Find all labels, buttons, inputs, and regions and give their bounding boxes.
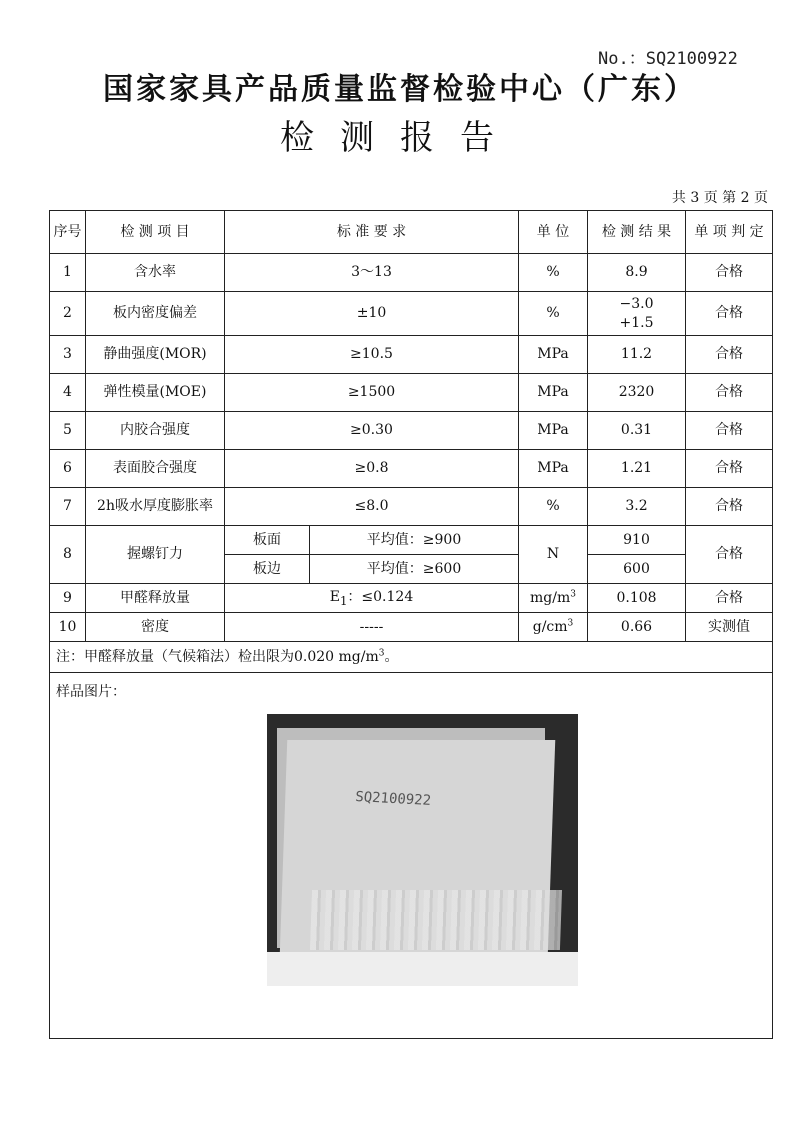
unit-superscript: 3 [567,618,574,629]
report-number: No.：SQ2100922 [598,49,738,69]
row-unit: MPa [519,374,588,412]
row-verdict: 合格 [686,254,773,292]
row-standard: ≤8.0 [225,488,519,526]
row-unit [519,613,588,642]
row-result: 0.108 [588,584,686,613]
row-seq: 3 [50,336,86,374]
table-row [50,374,773,412]
unit-text: mg/m [530,589,571,606]
table-row [50,412,773,450]
row-standard: ≥0.8 [225,450,519,488]
table-row [50,488,773,526]
row-standard [225,584,519,613]
row-verdict: 合格 [686,526,773,584]
test-results-table [49,210,773,1039]
row-item: 板内密度偏差 [86,292,225,336]
row-verdict: 合格 [686,488,773,526]
unit-superscript: 3 [570,589,576,600]
row-item: 表面胶合强度 [86,450,225,488]
row-item: 静曲强度(MOR) [86,336,225,374]
row-result: 2320 [588,374,686,412]
table-row [50,450,773,488]
standard-subscript: 1 [340,593,348,608]
table-row [50,336,773,374]
particle-board [279,740,556,984]
row-item: 密度 [86,613,225,642]
row-standard: ≥1500 [225,374,519,412]
row-verdict: 合格 [686,374,773,412]
note-row [50,642,773,673]
header-verdict: 单 项 判 定 [686,211,773,254]
screw-edge-standard: 平均值：≥600 [310,555,519,584]
row-result-max: +1.5 [619,314,654,331]
row-standard: ≥10.5 [225,336,519,374]
row-unit: MPa [519,412,588,450]
row-item: 弹性模量(MOE) [86,374,225,412]
header-item: 检 测 项 目 [86,211,225,254]
header-seq: 序号 [50,211,86,254]
table-row-screw-face [50,526,773,555]
footnote-text: 注：甲醛释放量（气候箱法）检出限为0.020 mg/m [56,648,379,665]
row-standard: ≥0.30 [225,412,519,450]
table-row [50,613,773,642]
row-verdict: 实测值 [686,613,773,642]
row-result: 0.31 [588,412,686,450]
screw-face-label: 板面 [225,526,310,555]
table-row [50,292,773,336]
organization-title: 国家家具产品质量监督检验中心（广东） [103,72,697,107]
sample-row [50,673,773,1039]
screw-edge-label: 板边 [225,555,310,584]
unit-text: g/cm [532,618,568,635]
row-standard: ----- [225,613,519,642]
row-result: 8.9 [588,254,686,292]
footnote [50,642,773,673]
row-unit: N [519,526,588,584]
row-unit: % [519,488,588,526]
board-reflection [310,890,562,950]
row-verdict: 合格 [686,292,773,336]
header-result: 检 测 结 果 [588,211,686,254]
row-seq: 4 [50,374,86,412]
row-seq: 6 [50,450,86,488]
header-standard: 标 准 要 求 [225,211,519,254]
row-result: 1.21 [588,450,686,488]
row-result: 11.2 [588,336,686,374]
row-seq: 1 [50,254,86,292]
sample-photo [267,714,578,986]
footnote-superscript: 3 [378,648,385,659]
row-item: 2h吸水厚度膨胀率 [86,488,225,526]
standard-prefix: E [329,588,340,605]
handwritten-sample-id: SQ2100922 [354,789,432,809]
row-item: 内胶合强度 [86,412,225,450]
row-result: 3.2 [588,488,686,526]
row-verdict: 合格 [686,584,773,613]
header-unit: 单 位 [519,211,588,254]
table-row [50,254,773,292]
row-result-min: −3.0 [619,296,654,313]
row-standard: 3～13 [225,254,519,292]
row-standard: ±10 [225,292,519,336]
sample-label: 样品图片： [56,684,126,700]
row-unit: % [519,254,588,292]
row-seq: 8 [50,526,86,584]
screw-edge-result: 600 [588,555,686,584]
row-unit [519,584,588,613]
row-result: 0.66 [588,613,686,642]
row-unit: MPa [519,336,588,374]
row-item: 含水率 [86,254,225,292]
footnote-suffix: 。 [384,648,399,665]
table-header-row [50,211,773,254]
row-verdict: 合格 [686,450,773,488]
row-seq: 10 [50,613,86,642]
row-item: 握螺钉力 [86,526,225,584]
row-seq: 5 [50,412,86,450]
table-row [50,584,773,613]
screw-face-standard: 平均值：≥900 [310,526,519,555]
floor [267,952,578,986]
sample-section [50,673,773,1039]
row-verdict: 合格 [686,412,773,450]
page-count: 共 3 页 第 2 页 [671,190,768,206]
standard-suffix: ：≤0.124 [347,588,414,605]
row-verdict: 合格 [686,336,773,374]
row-seq: 2 [50,292,86,336]
row-seq: 7 [50,488,86,526]
screw-face-result: 910 [588,526,686,555]
row-seq: 9 [50,584,86,613]
document-title: 检测报告 [280,118,520,158]
row-item: 甲醛释放量 [86,584,225,613]
row-result [588,292,686,336]
row-unit: % [519,292,588,336]
row-unit: MPa [519,450,588,488]
